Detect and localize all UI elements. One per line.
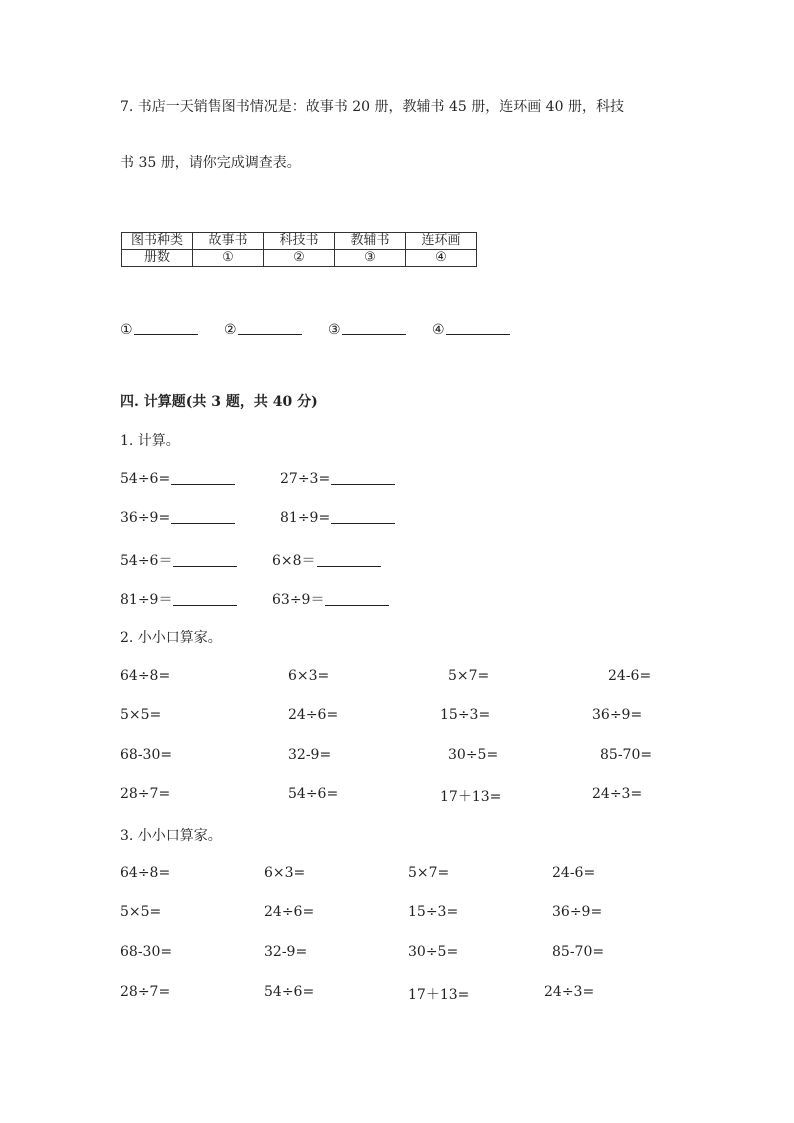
calc-item xyxy=(120,589,237,609)
problem-2-title: 2. 小小口算家。 xyxy=(120,630,222,646)
table-header-cell: 连环画 xyxy=(406,233,477,250)
blank-line[interactable] xyxy=(238,333,302,335)
oral-item: 24÷3= xyxy=(544,984,595,1000)
expression: 81÷9＝ xyxy=(120,592,173,608)
oral-item: 24-6= xyxy=(608,668,652,684)
oral-item: 5×7= xyxy=(408,865,450,881)
answer-blank-4[interactable] xyxy=(432,318,510,338)
blank-label: ③ xyxy=(328,322,341,338)
oral-item: 32-9= xyxy=(288,747,332,763)
table-header-cell: 教辅书 xyxy=(335,233,406,250)
oral-item: 85-70= xyxy=(600,747,653,763)
table-header-cell: 图书种类 xyxy=(122,233,193,250)
oral-item: 15÷3= xyxy=(440,707,491,723)
blank-line[interactable] xyxy=(134,333,198,335)
blank-line[interactable] xyxy=(342,333,406,335)
answer-blank-3[interactable] xyxy=(328,318,406,338)
q7-text-line2: 书 35 册，请你完成调查表。 xyxy=(120,155,301,171)
blank-label: ② xyxy=(224,322,237,338)
answer-blank-1[interactable] xyxy=(120,318,198,338)
oral-item: 54÷6= xyxy=(288,786,339,802)
expression: 6×8＝ xyxy=(272,553,316,569)
oral-item: 24÷6= xyxy=(264,904,315,920)
survey-table xyxy=(121,232,477,267)
expression: 81÷9= xyxy=(280,510,331,526)
oral-item: 64÷8= xyxy=(120,668,171,684)
table-cell: ③ xyxy=(335,250,406,267)
oral-item: 24÷3= xyxy=(592,786,643,802)
oral-item: 5×5= xyxy=(120,707,162,723)
expression: 27÷3= xyxy=(280,471,331,487)
expression: 54÷6＝ xyxy=(120,553,173,569)
oral-item: 64÷8= xyxy=(120,865,171,881)
calc-item xyxy=(280,510,395,526)
answer-line[interactable] xyxy=(171,522,235,524)
calc-item xyxy=(280,471,395,487)
problem-1-title: 1. 计算。 xyxy=(120,433,180,449)
oral-item: 85-70= xyxy=(552,944,605,960)
oral-item: 32-9= xyxy=(264,944,308,960)
table-cell: ④ xyxy=(406,250,477,267)
oral-item: 28÷7= xyxy=(120,984,171,1000)
section-title: 四. 计算题(共 3 题，共 40 分) xyxy=(120,394,318,410)
table-header-row xyxy=(122,233,477,250)
oral-item: 15÷3= xyxy=(408,904,459,920)
oral-item: 28÷7= xyxy=(120,786,171,802)
table-cell: ② xyxy=(264,250,335,267)
q7-text-line1: 7. 书店一天销售图书情况是：故事书 20 册，教辅书 45 册，连环画 40 册，科技 xyxy=(120,99,624,115)
table-cell: ① xyxy=(193,250,264,267)
oral-item: 54÷6= xyxy=(264,984,315,1000)
calc-item xyxy=(272,550,381,570)
oral-item: 24÷6= xyxy=(288,707,339,723)
table-row xyxy=(122,250,477,267)
expression: 36÷9= xyxy=(120,510,171,526)
oral-item: 5×7= xyxy=(448,668,490,684)
expression: 54÷6= xyxy=(120,471,171,487)
answer-blank-2[interactable] xyxy=(224,318,302,338)
answer-line[interactable] xyxy=(317,565,381,567)
calc-item xyxy=(120,471,235,487)
oral-item: 36÷9= xyxy=(552,904,603,920)
calc-item xyxy=(272,589,389,609)
table-cell: 册数 xyxy=(122,250,193,267)
calc-item xyxy=(120,550,237,570)
calc-item xyxy=(120,510,235,526)
oral-item: 6×3= xyxy=(264,865,306,881)
oral-item: 6×3= xyxy=(288,668,330,684)
oral-item: 30÷5= xyxy=(448,747,499,763)
answer-line[interactable] xyxy=(171,483,235,485)
blank-label: ④ xyxy=(432,322,445,338)
answer-line[interactable] xyxy=(173,604,237,606)
oral-item: 30÷5= xyxy=(408,944,459,960)
answer-line[interactable] xyxy=(173,565,237,567)
table-header-cell: 科技书 xyxy=(264,233,335,250)
oral-item: 17＋13= xyxy=(440,789,502,805)
oral-item: 24-6= xyxy=(552,865,596,881)
table-header-cell: 故事书 xyxy=(193,233,264,250)
oral-item: 17＋13= xyxy=(408,987,470,1003)
problem-3-title: 3. 小小口算家。 xyxy=(120,828,222,844)
answer-line[interactable] xyxy=(325,604,389,606)
answer-line[interactable] xyxy=(331,483,395,485)
answer-line[interactable] xyxy=(331,522,395,524)
oral-item: 36÷9= xyxy=(592,707,643,723)
blank-label: ① xyxy=(120,322,133,338)
expression: 63÷9＝ xyxy=(272,592,325,608)
oral-item: 5×5= xyxy=(120,904,162,920)
blank-line[interactable] xyxy=(446,333,510,335)
oral-item: 68-30= xyxy=(120,747,173,763)
oral-item: 68-30= xyxy=(120,944,173,960)
